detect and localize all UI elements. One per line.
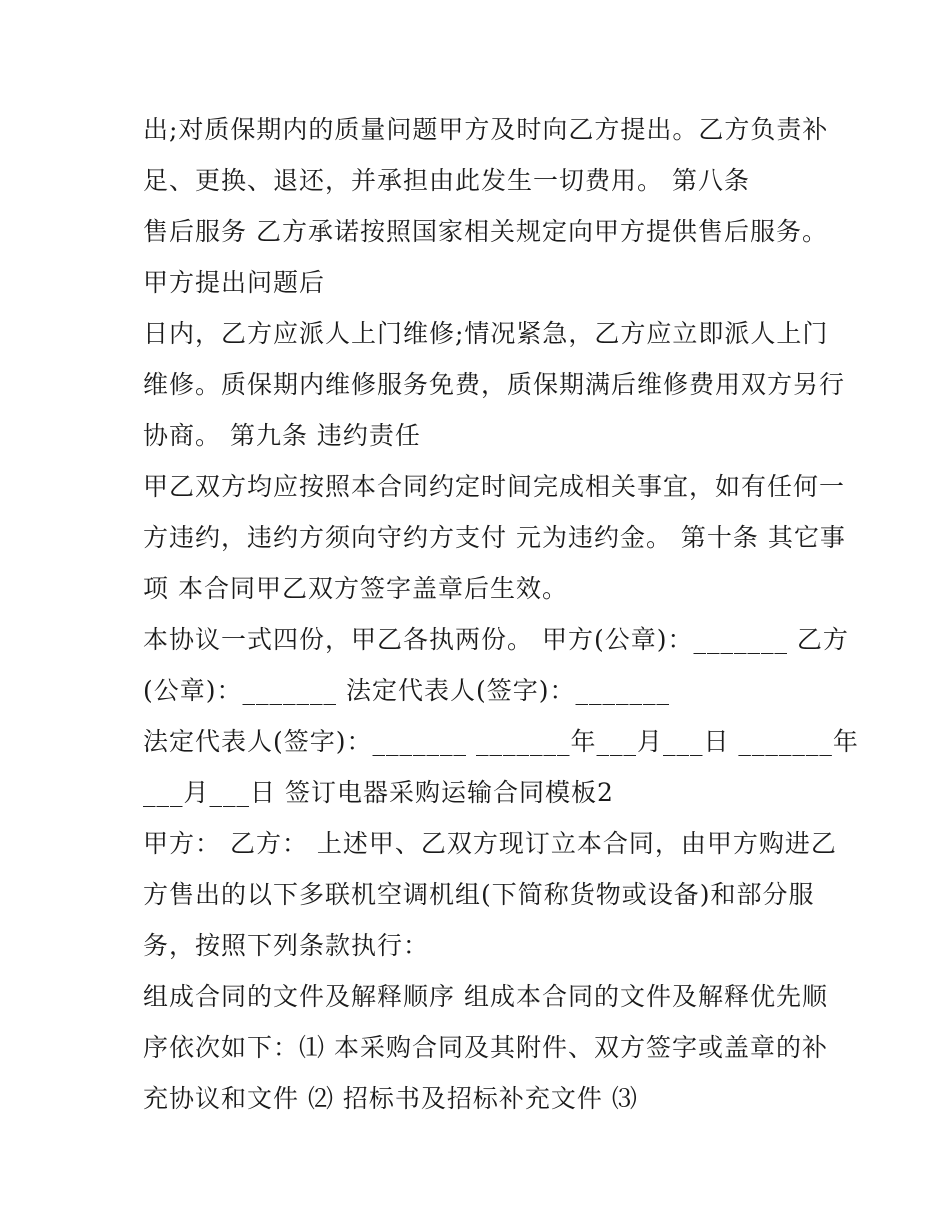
- text-line: 售后服务 乙方承诺按照国家相关规定向甲方提供售后服务。: [143, 217, 828, 246]
- text-line: 甲方提出问题后: [143, 268, 326, 297]
- text-line: 务，按照下列条款执行：: [143, 931, 430, 960]
- text-line: 甲乙双方均应按照本合同约定时间完成相关事宜，如有任何一: [143, 472, 846, 501]
- text-line: 足、更换、退还，并承担由此发生一切费用。 第八条: [143, 166, 750, 195]
- text-line: 维修。质保期内维修服务免费，质保期满后维修费用双方另行: [143, 370, 846, 399]
- text-line: 项 本合同甲乙双方签字盖章后生效。: [143, 574, 568, 603]
- text-line: ___月___日 签订电器采购运输合同模板2: [143, 778, 614, 807]
- text-line: 方售出的以下多联机空调机组(下简称货物或设备)和部分服: [143, 880, 815, 909]
- text-line: 充协议和文件 ⑵ 招标书及招标补充文件 ⑶: [143, 1084, 638, 1113]
- text-line: (公章)：_______ 法定代表人(签字)：_______: [143, 676, 670, 705]
- text-line: 日内，乙方应派人上门维修;情况紧急，乙方应立即派人上门: [143, 319, 829, 348]
- text-line: 出;对质保期内的质量问题甲方及时向乙方提出。乙方负责补: [143, 115, 829, 144]
- text-line: 法定代表人(签字)：_______ _______年___月___日 _______年: [143, 727, 859, 756]
- text-line: 组成合同的文件及解释顺序 组成本合同的文件及解释优先顺: [143, 982, 828, 1011]
- document-body: [143, 104, 859, 1124]
- text-line: 本协议一式四份，甲乙各执两份。 甲方(公章)：_______ 乙方: [143, 625, 849, 654]
- text-line: 方违约，违约方须向守约方支付 元为违约金。 第十条 其它事: [143, 523, 846, 552]
- text-line: 协商。 第九条 违约责任: [143, 421, 421, 450]
- text-line: 甲方： 乙方： 上述甲、乙双方现订立本合同，由甲方购进乙: [143, 829, 837, 858]
- text-line: 序依次如下：⑴ 本采购合同及其附件、双方签字或盖章的补: [143, 1033, 828, 1062]
